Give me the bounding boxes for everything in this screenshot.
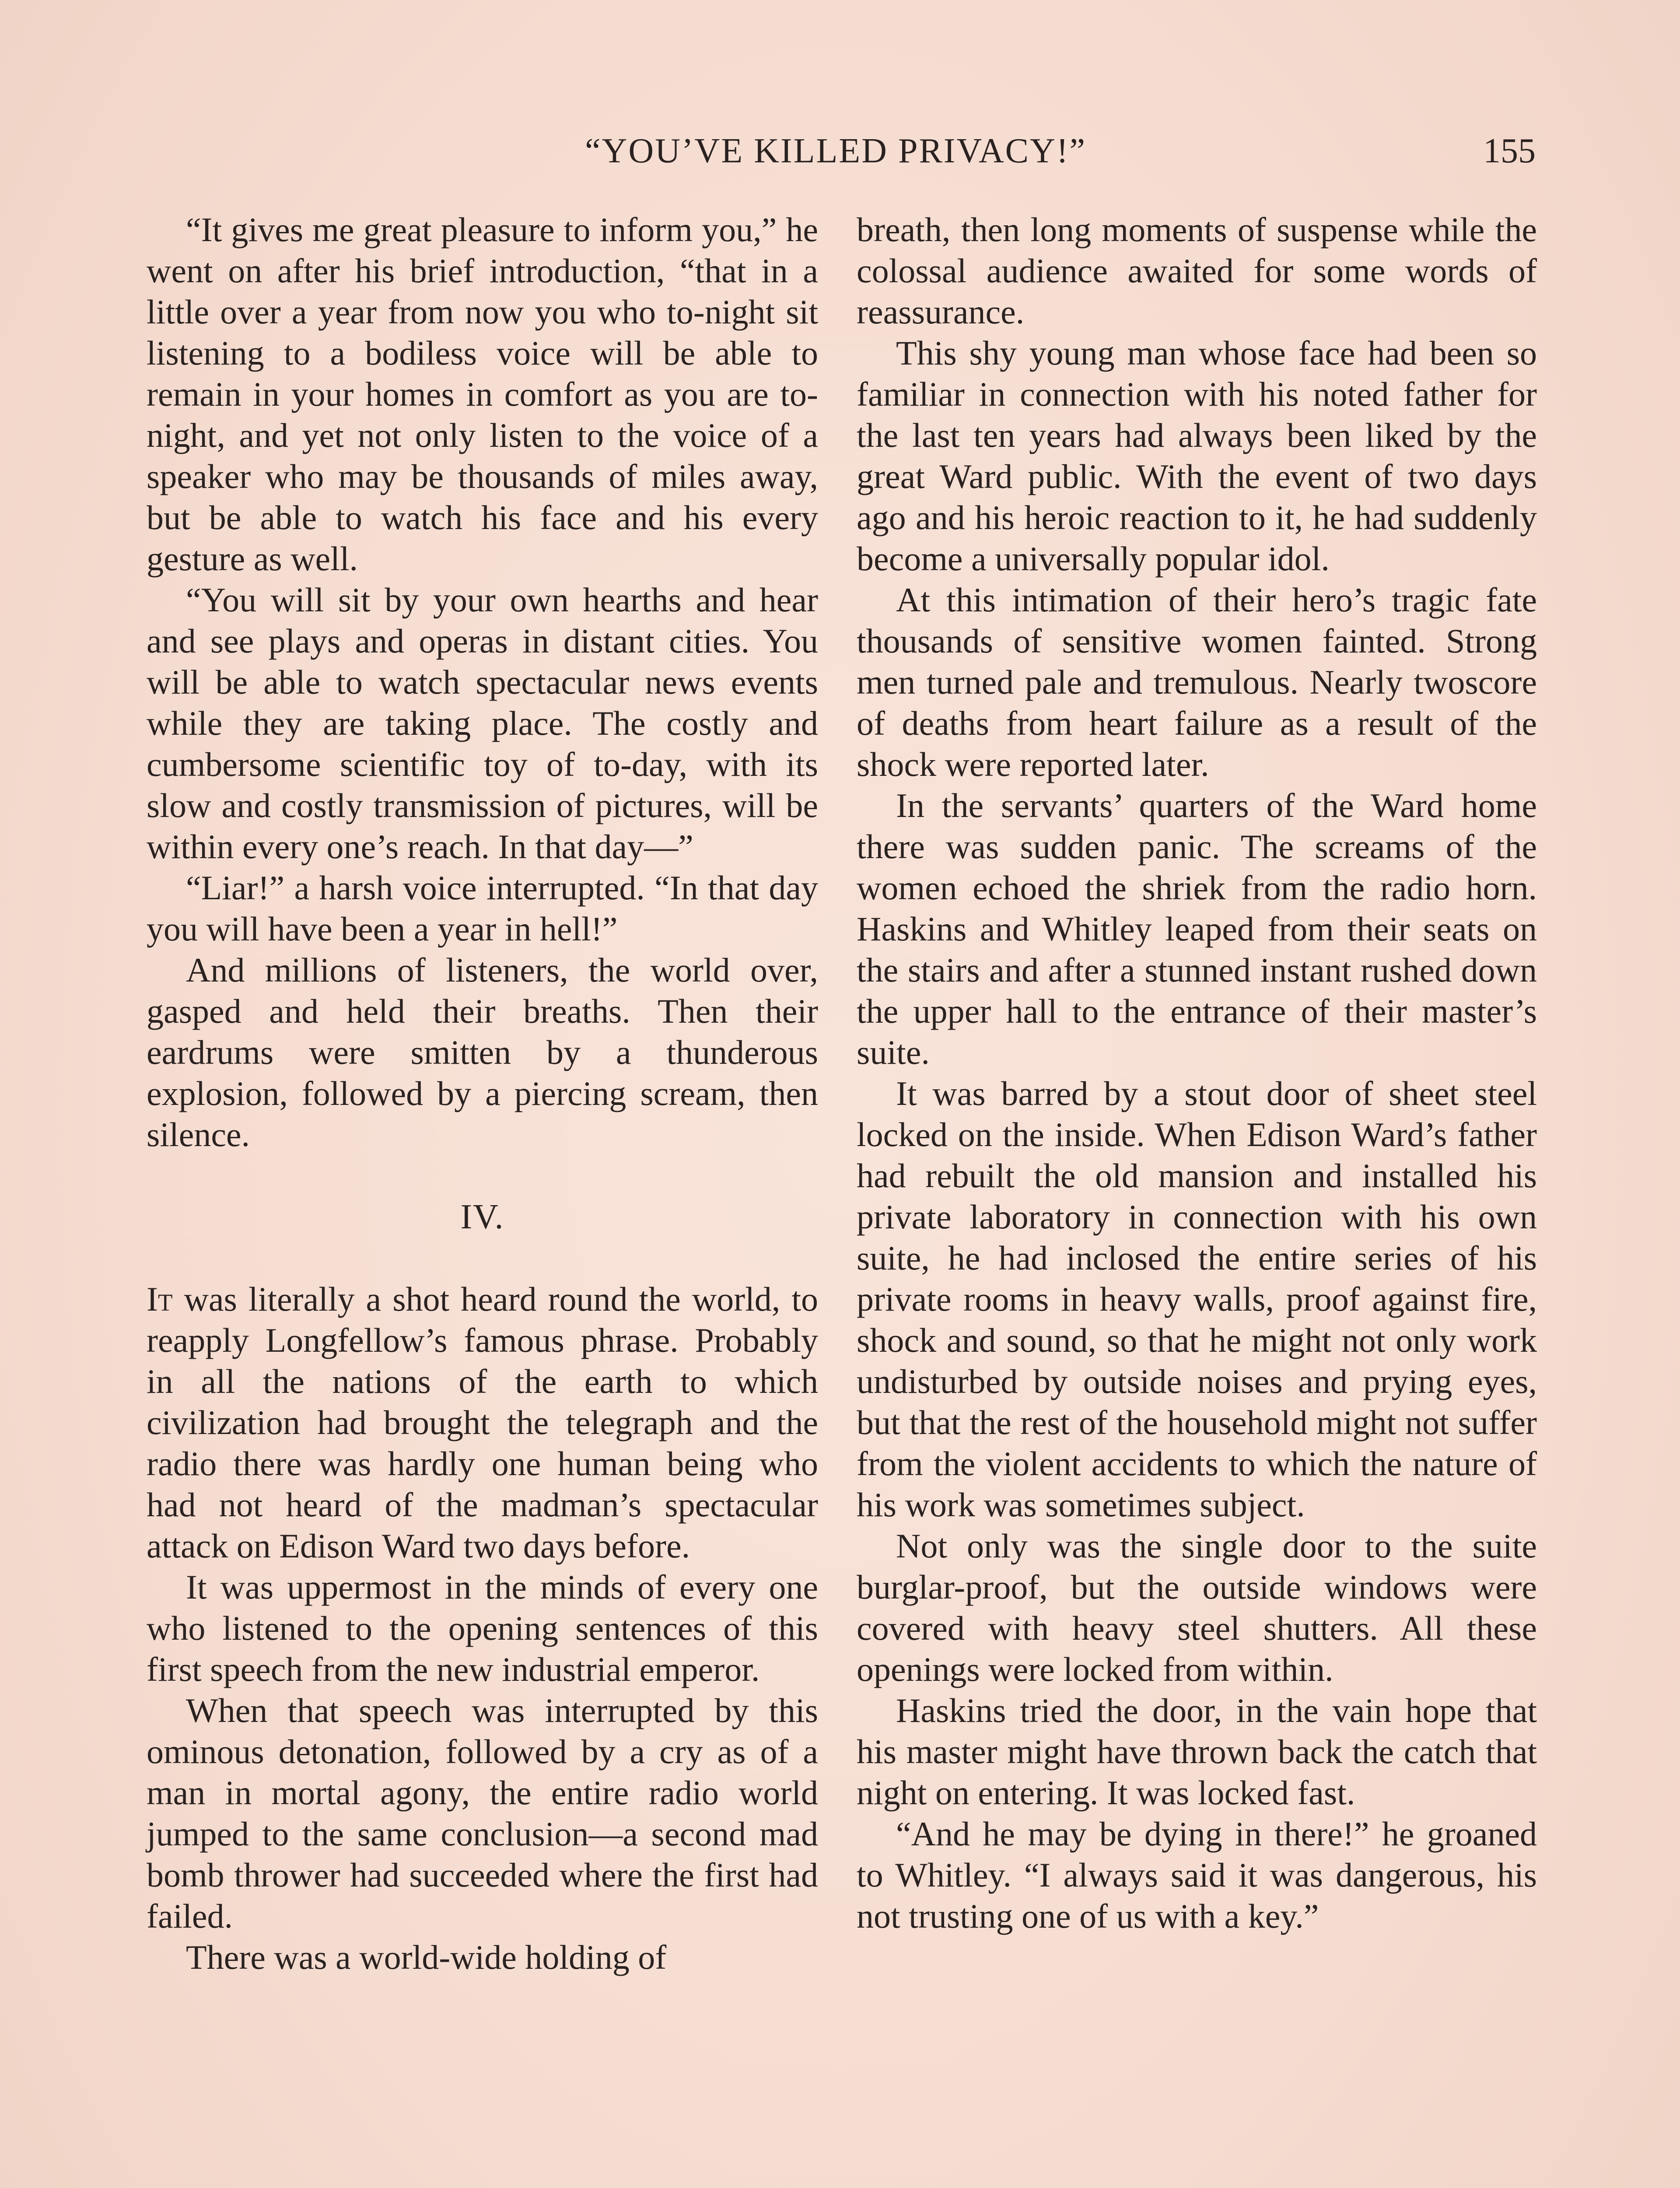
paragraph: There was a world-wide holding of <box>186 1938 667 1976</box>
section-heading: IV. <box>460 1198 504 1236</box>
opening-word: It <box>147 1280 173 1318</box>
paragraph: “Liar!” a harsh voice interrupted. “In that day you will have been a year in hell!” <box>147 869 818 948</box>
paragraph: It was uppermost in the minds of every one who listened to the opening sentences of this first speech from the new industrial emperor. <box>147 1568 818 1688</box>
running-head: “YOU’VE KILLED PRIVACY!” <box>585 132 1086 170</box>
paragraph: And millions of listeners, the world over, gasped and held their breaths. Then their eardrums were smitten by a thunderous explosion, followed by a piercing scream, then silence. <box>147 951 818 1154</box>
paragraph: This shy young man whose face had been so familiar in connection with his noted father for the last ten years had always been liked by the great Ward public. With the event of two days ago and his heroic reaction to it, he had suddenly become a universally popular idol. <box>857 334 1537 578</box>
paragraph: When that speech was interrupted by this ominous detonation, followed by a cry as of a man in mortal agony, the entire radio world jumped to the same conclusion—a second mad bomb thrower had succeeded where the first had failed. <box>147 1691 818 1935</box>
left-column <box>147 209 818 1978</box>
paragraph: “You will sit by your own hearths and hear and see plays and operas in distant cities. You will be able to watch spectacular news events while they are taking place. The costly and cumbersome scientific toy of to-day, with its slow and costly transmission of pictures, will be within every one’s reach. In that day—” <box>147 581 818 866</box>
paragraph: Not only was the single door to the suite burglar-proof, but the outside windows were covered with heavy steel shutters. All these openings were locked from within. <box>857 1527 1537 1688</box>
paragraph: It was barred by a stout door of sheet steel locked on the inside. When Edison Ward’s father had rebuilt the old mansion and installed his private laboratory in connection with his own suite, he had inclosed the entire series of his private rooms in heavy walls, proof against fire, shock and sound, so that he might not only work undisturbed by outside noises and prying eyes, but that the rest of the household might not suffer from the violent accidents to which the nature of his work was sometimes subject. <box>857 1074 1537 1524</box>
paragraph: At this intimation of their hero’s tragic fate thousands of sensitive women fainted. Strong men turned pale and tremulous. Nearly twoscore of deaths from heart failure as a result of the shock were reported later. <box>857 581 1537 783</box>
right-column <box>857 209 1537 1937</box>
continued-paragraph: breath, then long moments of suspense while the colossal audience awaited for some words of reassurance. <box>857 210 1537 331</box>
paragraph: In the servants’ quarters of the Ward home there was sudden panic. The screams of the women echoed the shriek from the radio horn. Haskins and Whitley leaped from their seats on the stairs and after a stunned instant rushed down the upper hall to the entrance of their master’s suite. <box>857 786 1537 1071</box>
paragraph: Haskins tried the door, in the vain hope that his master might have thrown back the catch that night on entering. It was locked fast. <box>857 1691 1537 1812</box>
section-opening-paragraph <box>147 1279 818 1567</box>
paragraph: “It gives me great pleasure to inform you,” he went on after his brief introduction, “that in a little over a year from now you who to-night sit listening to a bodiless voice will be able to remain in your homes in comfort as you are to-night, and yet not only listen to the voice of a speaker who may be thousands of miles away, but be able to watch his face and his every gesture as well. <box>147 210 818 578</box>
page-number: 155 <box>1483 132 1536 170</box>
paragraph-text: was literally a shot heard round the world, to reapply Longfellow’s famous phrase. Probably in all the nations of the earth to which civilization had brought the telegraph and the radio there was hardly one human being who had not heard of the madman’s spectacular attack on Edison Ward two days before. <box>147 1280 818 1565</box>
paragraph: “And he may be dying in there!” he groaned to Whitley. “I always said it was dangerous, his not trusting one of us with a key.” <box>857 1815 1537 1935</box>
